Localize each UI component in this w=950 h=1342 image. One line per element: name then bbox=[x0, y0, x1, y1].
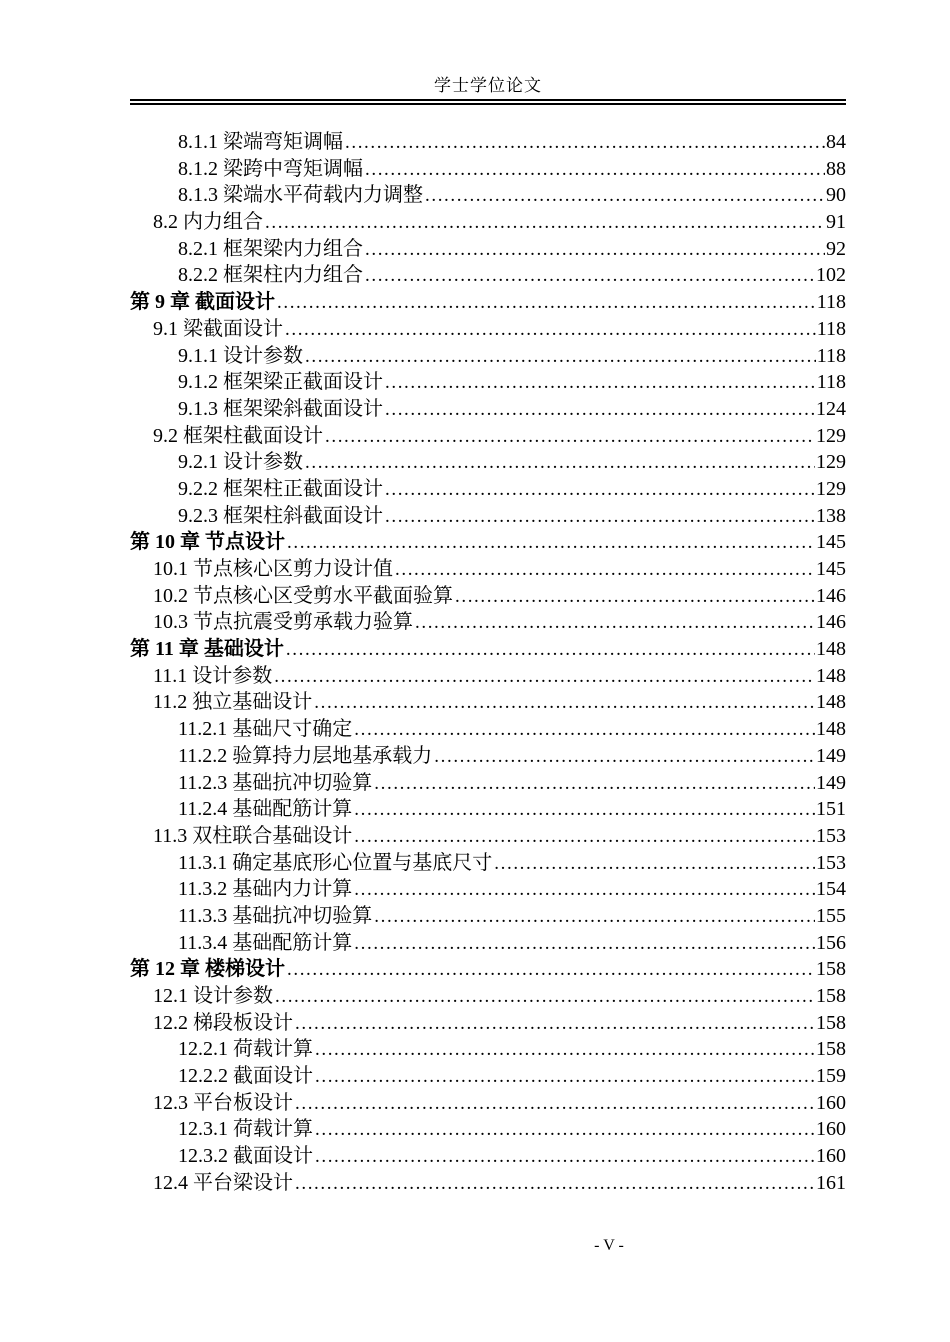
toc-entry-page[interactable]: 148 bbox=[816, 718, 846, 741]
toc-dot-leader bbox=[385, 397, 815, 424]
toc-dot-leader bbox=[385, 504, 815, 531]
toc-entry-page[interactable]: 159 bbox=[816, 1065, 846, 1088]
toc-entry-page[interactable]: 158 bbox=[816, 1011, 846, 1034]
toc-entry-page[interactable]: 118 bbox=[816, 371, 846, 394]
toc-entry-label[interactable]: 11.1 设计参数 bbox=[153, 664, 273, 687]
toc-entry-label[interactable]: 9.2 框架柱截面设计 bbox=[153, 424, 323, 447]
toc-dot-leader bbox=[305, 450, 815, 477]
toc-dot-leader bbox=[274, 664, 815, 691]
toc-row[interactable] bbox=[130, 449, 846, 476]
toc-entry-label[interactable]: 8.2.2 框架柱内力组合 bbox=[178, 264, 363, 287]
toc-entry-page[interactable]: 124 bbox=[816, 397, 846, 420]
toc-row[interactable] bbox=[130, 129, 846, 156]
toc-row[interactable] bbox=[130, 1170, 846, 1197]
toc-dot-leader bbox=[365, 263, 815, 290]
toc-dot-leader bbox=[277, 290, 816, 317]
toc-row[interactable] bbox=[130, 689, 846, 716]
toc-entry-page[interactable]: 118 bbox=[816, 344, 846, 367]
toc-entry-page[interactable]: 156 bbox=[816, 931, 846, 954]
toc-entry-label[interactable]: 11.2.4 基础配筋计算 bbox=[178, 798, 353, 821]
toc-entry-label[interactable]: 第 11 章 基础设计 bbox=[130, 638, 284, 661]
toc-dot-leader bbox=[385, 477, 815, 504]
toc-entry-page[interactable]: 160 bbox=[816, 1118, 846, 1141]
toc-row[interactable] bbox=[130, 770, 846, 797]
toc-dot-leader bbox=[385, 370, 816, 397]
toc-entry-label[interactable]: 8.2 内力组合 bbox=[153, 211, 263, 234]
toc-entry-page[interactable]: 161 bbox=[816, 1171, 846, 1194]
toc-row[interactable] bbox=[130, 1036, 846, 1063]
toc-entry-label[interactable]: 10.3 节点抗震受剪承载力验算 bbox=[153, 611, 413, 634]
toc-entry-page[interactable]: 84 bbox=[826, 131, 846, 153]
toc-entry-label[interactable]: 11.3.1 确定基底形心位置与基底尺寸 bbox=[178, 851, 493, 874]
toc-entry-label[interactable]: 12.2.1 荷载计算 bbox=[178, 1038, 313, 1061]
toc-row[interactable] bbox=[130, 930, 846, 957]
toc-row[interactable] bbox=[130, 716, 846, 743]
toc-row[interactable] bbox=[130, 1143, 846, 1170]
toc-entry-label[interactable]: 9.2.1 设计参数 bbox=[178, 451, 303, 474]
toc-entry-label[interactable]: 第 10 章 节点设计 bbox=[130, 531, 285, 554]
toc-row[interactable] bbox=[130, 396, 846, 423]
toc-entry-label[interactable]: 12.4 平台梁设计 bbox=[153, 1171, 293, 1194]
toc-entry-label[interactable]: 8.1.3 梁端水平荷载内力调整 bbox=[178, 184, 423, 207]
toc-row[interactable] bbox=[130, 903, 846, 930]
toc-dot-leader bbox=[374, 771, 815, 798]
toc-entry-label[interactable]: 9.1.3 框架梁斜截面设计 bbox=[178, 397, 383, 420]
toc-row[interactable] bbox=[130, 262, 846, 289]
toc-entry-label[interactable]: 11.2.1 基础尺寸确定 bbox=[178, 718, 353, 741]
toc-dot-leader bbox=[455, 584, 815, 611]
toc-dot-leader bbox=[415, 610, 815, 637]
toc-dot-leader bbox=[287, 530, 815, 557]
toc-entry-page[interactable]: 158 bbox=[816, 958, 846, 981]
toc-dot-leader bbox=[354, 797, 815, 824]
toc-row[interactable] bbox=[130, 1063, 846, 1090]
toc-dot-leader bbox=[425, 183, 825, 210]
toc-entry-page[interactable]: 118 bbox=[816, 317, 846, 340]
toc-row[interactable] bbox=[130, 876, 846, 903]
toc-entry-label[interactable]: 8.1.2 梁跨中弯矩调幅 bbox=[178, 157, 363, 180]
toc-entry-page[interactable]: 148 bbox=[816, 691, 846, 714]
toc-entry-page[interactable]: 160 bbox=[816, 1145, 846, 1168]
toc-entry-label[interactable]: 9.1.1 设计参数 bbox=[178, 344, 303, 367]
toc-row[interactable] bbox=[130, 850, 846, 877]
toc-entry-label[interactable]: 12.3.2 截面设计 bbox=[178, 1145, 313, 1168]
toc-entry-page[interactable]: 129 bbox=[816, 424, 846, 447]
toc-row[interactable] bbox=[130, 983, 846, 1010]
toc-entry-page[interactable]: 145 bbox=[816, 531, 846, 554]
toc-row[interactable] bbox=[130, 583, 846, 610]
toc-entry-page[interactable]: 160 bbox=[816, 1091, 846, 1114]
toc-entry-label[interactable]: 11.2.2 验算持力层地基承载力 bbox=[178, 744, 433, 767]
toc-entry-label[interactable]: 11.2 独立基础设计 bbox=[153, 691, 313, 714]
toc-entry-page[interactable]: 102 bbox=[816, 264, 846, 287]
toc-entry-label[interactable]: 11.2.3 基础抗冲切验算 bbox=[178, 771, 373, 794]
toc-row[interactable] bbox=[130, 503, 846, 530]
toc-row[interactable] bbox=[130, 209, 846, 236]
toc-row[interactable] bbox=[130, 1090, 846, 1117]
toc-entry-label[interactable]: 9.2.3 框架柱斜截面设计 bbox=[178, 504, 383, 527]
header-title: 学士学位论文 bbox=[434, 76, 542, 95]
toc-entry-label[interactable]: 10.2 节点核心区受剪水平截面验算 bbox=[153, 584, 453, 607]
toc-row[interactable] bbox=[130, 609, 846, 636]
toc-row[interactable] bbox=[130, 1116, 846, 1143]
toc-entry-page[interactable]: 151 bbox=[816, 798, 846, 821]
toc-entry-page[interactable]: 158 bbox=[816, 1038, 846, 1061]
toc-list bbox=[130, 129, 846, 1197]
toc-entry-page[interactable]: 158 bbox=[816, 985, 846, 1007]
toc-entry-page[interactable]: 146 bbox=[816, 584, 846, 607]
toc-entry-page[interactable]: 149 bbox=[816, 771, 846, 794]
toc-dot-leader bbox=[354, 717, 815, 744]
toc-row[interactable] bbox=[130, 636, 846, 663]
toc-row[interactable] bbox=[130, 556, 846, 583]
toc-entry-page[interactable]: 91 bbox=[826, 211, 846, 234]
toc-entry-page[interactable]: 145 bbox=[816, 558, 846, 580]
toc-dot-leader bbox=[315, 1117, 815, 1144]
toc-row[interactable] bbox=[130, 529, 846, 556]
toc-dot-leader bbox=[295, 1171, 815, 1198]
toc-entry-label[interactable]: 12.2 梯段板设计 bbox=[153, 1011, 293, 1034]
toc-row[interactable] bbox=[130, 956, 846, 983]
toc-dot-leader bbox=[374, 904, 815, 931]
toc-entry-label[interactable]: 12.3.1 荷载计算 bbox=[178, 1118, 313, 1141]
toc-dot-leader bbox=[354, 931, 815, 958]
toc-entry-label[interactable]: 9.1.2 框架梁正截面设计 bbox=[178, 371, 383, 394]
toc-dot-leader bbox=[286, 637, 815, 664]
toc-entry-page[interactable]: 154 bbox=[816, 878, 846, 901]
toc-dot-leader bbox=[365, 237, 825, 264]
toc-dot-leader bbox=[275, 984, 815, 1011]
toc-row[interactable] bbox=[130, 182, 846, 209]
toc-entry-label[interactable]: 11.3.3 基础抗冲切验算 bbox=[178, 904, 373, 927]
toc-entry-label[interactable]: 12.3 平台板设计 bbox=[153, 1091, 293, 1114]
toc-row[interactable] bbox=[130, 1010, 846, 1037]
toc-dot-leader bbox=[325, 424, 815, 451]
toc-row[interactable] bbox=[130, 423, 846, 450]
toc-row[interactable] bbox=[130, 289, 846, 316]
toc-entry-page[interactable]: 148 bbox=[816, 638, 846, 661]
toc-dot-leader bbox=[315, 1037, 815, 1064]
toc-entry-label[interactable]: 第 12 章 楼梯设计 bbox=[130, 958, 285, 981]
toc-entry-label[interactable]: 11.3.2 基础内力计算 bbox=[178, 878, 353, 901]
toc-entry-page[interactable]: 153 bbox=[816, 824, 846, 847]
toc-entry-label[interactable]: 11.3 双柱联合基础设计 bbox=[153, 824, 353, 847]
footer-page-number: - V - bbox=[594, 1237, 624, 1254]
toc-entry-page[interactable]: 92 bbox=[826, 237, 846, 260]
toc-entry-page[interactable]: 88 bbox=[826, 157, 846, 180]
toc-entry-label[interactable]: 8.2.1 框架梁内力组合 bbox=[178, 237, 363, 260]
toc-row[interactable] bbox=[130, 236, 846, 263]
toc-entry-page[interactable]: 153 bbox=[816, 851, 846, 874]
header-double-rule bbox=[130, 99, 846, 105]
toc-entry-page[interactable]: 90 bbox=[826, 184, 846, 207]
toc-entry-page[interactable]: 129 bbox=[816, 477, 846, 500]
toc-entry-label[interactable]: 10.1 节点核心区剪力设计值 bbox=[153, 558, 393, 580]
toc-entry-page[interactable]: 118 bbox=[816, 291, 846, 314]
toc-entry-page[interactable]: 146 bbox=[816, 611, 846, 634]
toc-entry-label[interactable]: 8.1.1 梁端弯矩调幅 bbox=[178, 131, 343, 153]
toc-entry-label[interactable]: 11.3.4 基础配筋计算 bbox=[178, 931, 353, 954]
toc-dot-leader bbox=[365, 157, 825, 184]
toc-row[interactable] bbox=[130, 823, 846, 850]
toc-row[interactable] bbox=[130, 663, 846, 690]
toc-dot-leader bbox=[287, 957, 815, 984]
toc-dot-leader bbox=[345, 130, 825, 157]
toc-row[interactable] bbox=[130, 316, 846, 343]
toc-dot-leader bbox=[434, 744, 815, 771]
toc-entry-label[interactable]: 9.2.2 框架柱正截面设计 bbox=[178, 477, 383, 500]
toc-dot-leader bbox=[295, 1011, 815, 1038]
toc-entry-page[interactable]: 129 bbox=[816, 451, 846, 474]
toc-dot-leader bbox=[494, 851, 815, 878]
toc-dot-leader bbox=[315, 1064, 815, 1091]
toc-entry-label[interactable]: 12.1 设计参数 bbox=[153, 985, 273, 1007]
toc-entry-label[interactable]: 9.1 梁截面设计 bbox=[153, 317, 283, 340]
toc-row[interactable] bbox=[130, 343, 846, 370]
toc-row[interactable] bbox=[130, 796, 846, 823]
toc-dot-leader bbox=[295, 1091, 815, 1118]
toc-dot-leader bbox=[314, 690, 815, 717]
toc-row[interactable] bbox=[130, 743, 846, 770]
toc-entry-page[interactable]: 155 bbox=[816, 904, 846, 927]
toc-dot-leader bbox=[315, 1144, 815, 1171]
toc-dot-leader bbox=[265, 210, 825, 237]
toc-entry-label[interactable]: 第 9 章 截面设计 bbox=[130, 291, 275, 314]
toc-row[interactable] bbox=[130, 369, 846, 396]
toc-entry-label[interactable]: 12.2.2 截面设计 bbox=[178, 1065, 313, 1088]
toc-dot-leader bbox=[354, 824, 815, 851]
toc-entry-page[interactable]: 149 bbox=[816, 744, 846, 767]
toc-row[interactable] bbox=[130, 476, 846, 503]
toc-dot-leader bbox=[354, 877, 815, 904]
toc-dot-leader bbox=[395, 557, 815, 584]
toc-entry-page[interactable]: 148 bbox=[816, 664, 846, 687]
toc-entry-page[interactable]: 138 bbox=[816, 504, 846, 527]
toc-row[interactable] bbox=[130, 156, 846, 183]
toc-dot-leader bbox=[285, 317, 816, 344]
toc-dot-leader bbox=[305, 344, 816, 371]
